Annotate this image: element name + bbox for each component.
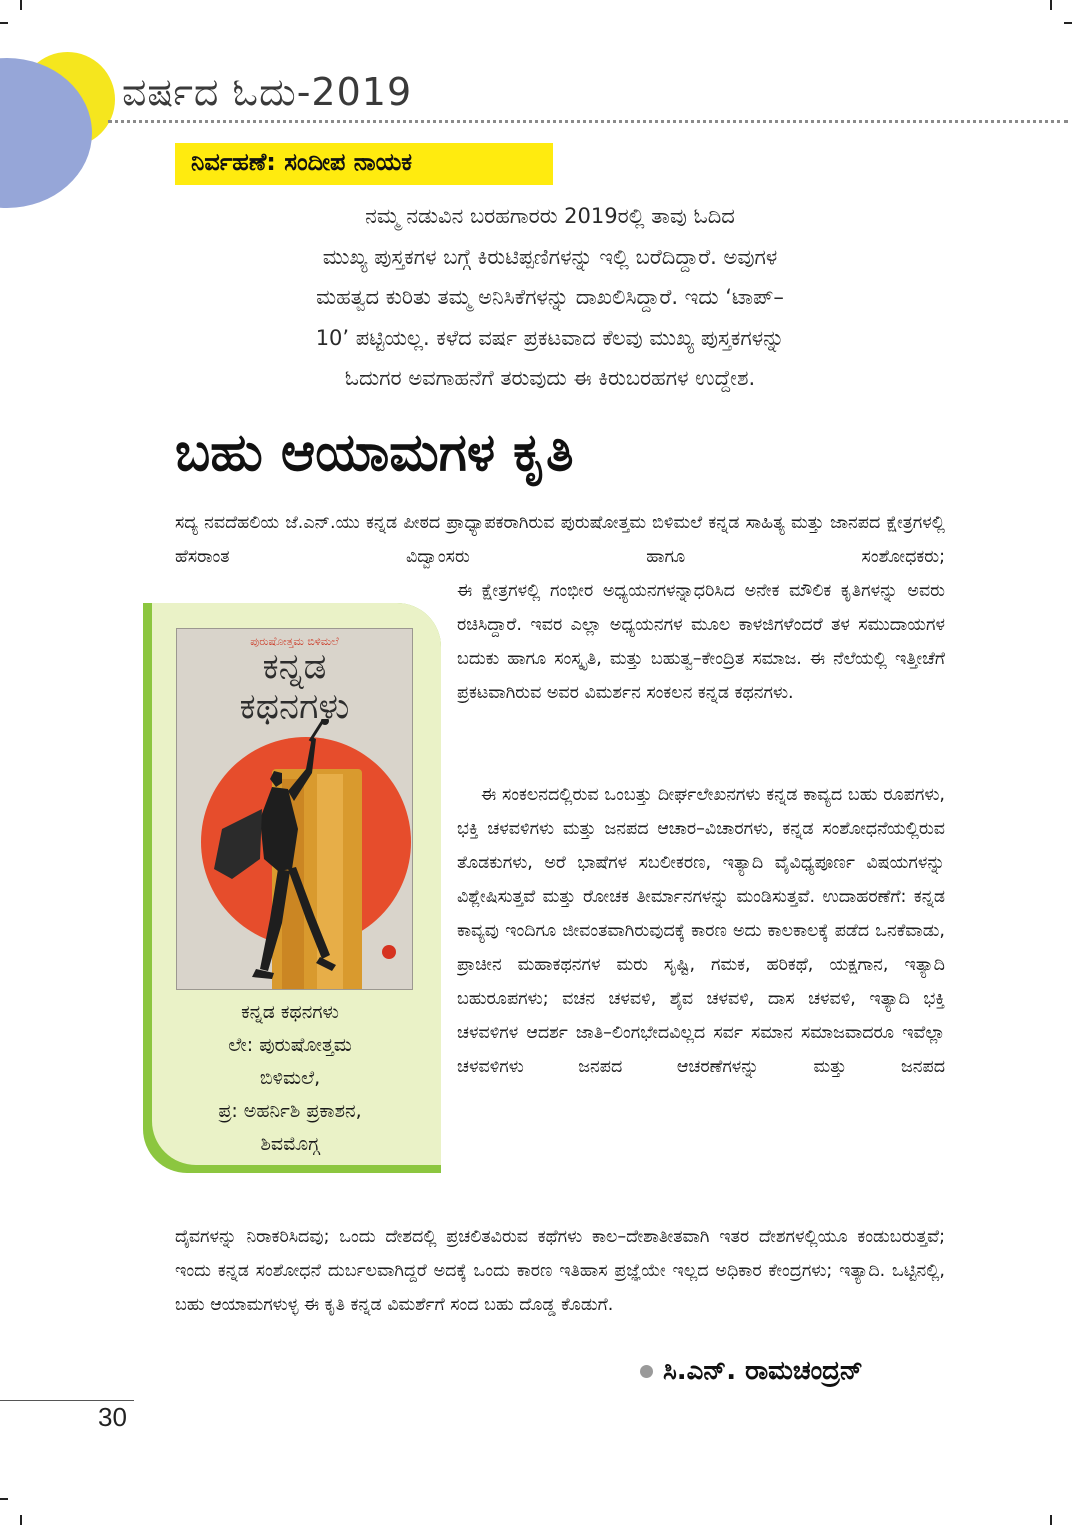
crop-mark [20,0,22,10]
byline-author: ಸಿ.ಎನ್. ರಾಮಚಂದ್ರನ್ [663,1356,863,1386]
cover-figure-illustration [202,719,352,989]
body-paragraph-column-2: ಈ ಸಂಕಲನದಲ್ಲಿರುವ ಒಂಬತ್ತು ದೀರ್ಘಲೇಖನಗಳು ಕನ್ನಡ ಕಾವ್ಯದ ಬಹು ರೂಪಗಳು, ಭಕ್ತಿ ಚಳವಳಿಗಳು ಮತ್ತು ಜನಪದ ಆಚಾರ–ವಿಚಾರಗಳು, ಕನ್ನಡ ಸಂಶೋಧನೆಯಲ್ಲಿರುವ ತೊಡಕುಗಳು, ಅರೆ ಭಾಷೆಗಳ ಸಬಲೀಕರಣ, ಇತ್ಯಾದಿ ವೈವಿಧ್ಯಪೂರ್ಣ ವಿಷಯಗಳನ್ನು ವಿಶ್ಲೇಷಿಸುತ್ತವೆ ಮತ್ತು ರೋಚಕ ತೀರ್ಮಾನಗಳನ್ನು ಮಂಡಿಸುತ್ತವೆ. ಉದಾಹರಣೆಗೆ: ಕನ್ನಡ ಕಾವ್ಯವು ಇಂದಿಗೂ ಜೀವಂತವಾಗಿರುವುದಕ್ಕೆ ಕಾರಣ ಅದು ಕಾಲಕಾಲಕ್ಕೆ ಪಡೆದ ಒನಕೆವಾಡು, ಪ್ರಾಚೀನ ಮಹಾಕಥನಗಳ ಮರು ಸೃಷ್ಟಿ, ಗಮಕ, ಹರಿಕಥೆ, ಯಕ್ಷಗಾನ, ಇತ್ಯಾದಿ ಬಹುರೂಪಗಳು; ವಚನ ಚಳವಳಿ, ಶೈವ ಚಳವಳಿ, ದಾಸ ಚಳವಳಿ, ಇತ್ಯಾದಿ ಭಕ್ತಿ ಚಳವಳಿಗಳ ಆದರ್ಶ ಜಾತಿ–ಲಿಂಗಭೇದವಿಲ್ಲದ ಸರ್ವ ಸಮಾನ ಸಮಾಜವಾದರೂ ಇವೆಲ್ಲಾ ಚಳವಳಿಗಳು ಜನಪದ ಆಚರಣೆಗಳನ್ನು ಮತ್ತು ಜನಪದ [457,785,945,1077]
cover-title-line: ಕನ್ನಡ [262,646,327,687]
caption-line: ಲೇ: ಪುರುಷೋತ್ತಮ [228,1034,352,1056]
footer-rule [0,1400,134,1401]
cover-title-line: ಕಥನಗಳು [239,686,350,727]
editor-highlight [175,143,553,185]
publisher-logo-icon [382,945,396,959]
article-headline: ಬಹು ಆಯಾಮಗಳ ಕೃತಿ [175,423,574,483]
book-cover [176,628,413,990]
dotted-divider [108,120,1068,123]
intro-line: ನಮ್ಮ ನಡುವಿನ ಬರಹಗಾರರು 2019ರಲ್ಲಿ ತಾವು ಓದಿದ [365,204,735,228]
crop-mark [20,1515,22,1525]
page-number: 30 [98,1402,127,1432]
body-paragraph-column-1: ಈ ಕ್ಷೇತ್ರಗಳಲ್ಲಿ ಗಂಭೀರ ಅಧ್ಯಯನಗಳನ್ನಾಧರಿಸಿದ ಅನೇಕ ಮೌಲಿಕ ಕೃತಿಗಳನ್ನು ಅವರು ರಚಿಸಿದ್ದಾರೆ. ಇವರ ಎಲ್ಲಾ ಅಧ್ಯಯನಗಳ ಮೂಲ ಕಾಳಜಿಗಳೆಂದರೆ ತಳ ಸಮುದಾಯಗಳ ಬದುಕು ಹಾಗೂ ಸಂಸ್ಕೃತಿ, ಮತ್ತು ಬಹುತ್ವ–ಕೇಂದ್ರಿತ ಸಮಾಜ. ಈ ನೆಲೆಯಲ್ಲಿ ಇತ್ತೀಚೆಗೆ ಪ್ರಕಟವಾಗಿರುವ ಅವರ ವಿಮರ್ಶನ ಸಂಕಲನ ಕನ್ನಡ ಕಥನಗಳು. [457,581,945,703]
byline [640,1356,863,1387]
intro-line: ಮುಖ್ಯ ಪುಸ್ತಕಗಳ ಬಗ್ಗೆ ಕಿರುಟಿಪ್ಪಣಿಗಳನ್ನು ಇಲ್ಲಿ ಬರೆದಿದ್ದಾರೆ. ಅವುಗಳ [322,244,778,269]
intro-line: 10’ ಪಟ್ಟಿಯಲ್ಲ. ಕಳೆದ ವರ್ಷ ಪ್ರಕಟವಾದ ಕೆಲವು ಮುಖ್ಯ ಪುಸ್ತಕಗಳನ್ನು [315,325,785,350]
section-title: ವರ್ಷದ ಓದು-2019 [122,70,413,114]
intro-line: ಓದುಗರ ಅವಗಾಹನೆಗೆ ತರುವುದು ಈ ಕಿರುಬರಹಗಳ ಉದ್ದೇಶ. [344,366,756,390]
crop-mark [1050,0,1052,10]
crop-mark [0,22,8,24]
caption-line: ಶಿವಮೊಗ್ಗ [260,1133,320,1155]
book-caption [160,996,420,1161]
caption-line: ಪ್ರ: ಅಹರ್ನಿಶಿ ಪ್ರಕಾಶನ, [218,1100,362,1122]
caption-line: ಕನ್ನಡ ಕಥನಗಳು [241,1001,339,1023]
bullet-icon [640,1365,653,1378]
body-paragraph-top: ಸದ್ಯ ನವದೆಹಲಿಯ ಜೆ.ಎನ್.ಯು ಕನ್ನಡ ಪೀಠದ ಪ್ರಾಧ್ಯಾಪಕರಾಗಿರುವ ಪುರುಷೋತ್ತಮ ಬಿಳಿಮಲೆ ಕನ್ನಡ ಸಾಹಿತ್ಯ ಮತ್ತು ಜಾನಪದ ಕ್ಷೇತ್ರಗಳಲ್ಲಿ ಹೆಸರಾಂತ ವಿದ್ವಾಂಸರು ಹಾಗೂ ಸಂಶೋಧಕರು; [175,513,945,567]
crop-mark [1050,1515,1052,1525]
cover-title [177,647,412,727]
crop-mark [0,1498,8,1500]
editor-label: ನಿರ್ವಹಣೆ: ಸಂದೀಪ ನಾಯಕ [191,148,413,176]
intro-line: ಮಹತ್ವದ ಕುರಿತು ತಮ್ಮ ಅನಿಸಿಕೆಗಳನ್ನು ದಾಖಲಿಸಿದ್ದಾರೆ. ಇದು ‘ಟಾಪ್– [316,285,784,309]
cover-author: ಪುರುಷೋತ್ತಮ ಬಿಳಿಮಲೆ [250,635,339,648]
caption-line: ಬಿಳಿಮಲೆ, [259,1067,321,1089]
intro-paragraph [180,196,920,399]
body-paragraph-bottom: ದೈವಗಳನ್ನು ನಿರಾಕರಿಸಿದವು; ಒಂದು ದೇಶದಲ್ಲಿ ಪ್ರಚಲಿತವಿರುವ ಕಥೆಗಳು ಕಾಲ–ದೇಶಾತೀತವಾಗಿ ಇತರ ದೇಶಗಳಲ್ಲಿಯೂ ಕಂಡುಬರುತ್ತವೆ; ಇಂದು ಕನ್ನಡ ಸಂಶೋಧನೆ ದುರ್ಬಲವಾಗಿದ್ದರೆ ಅದಕ್ಕೆ ಒಂದು ಕಾರಣ ಇತಿಹಾಸ ಪ್ರಜ್ಞೆಯೇ ಇಲ್ಲದ ಅಧಿಕಾರ ಕೇಂದ್ರಗಳು; ಇತ್ಯಾದಿ. ಒಟ್ಟಿನಲ್ಲಿ, ಬಹು ಆಯಾಮಗಳುಳ್ಳ ಈ ಕೃತಿ ಕನ್ನಡ ವಿಮರ್ಶೆಗೆ ಸಂದ ಬಹು ದೊಡ್ಡ ಕೊಡುಗೆ. [175,1227,945,1315]
crop-mark [1064,22,1072,24]
